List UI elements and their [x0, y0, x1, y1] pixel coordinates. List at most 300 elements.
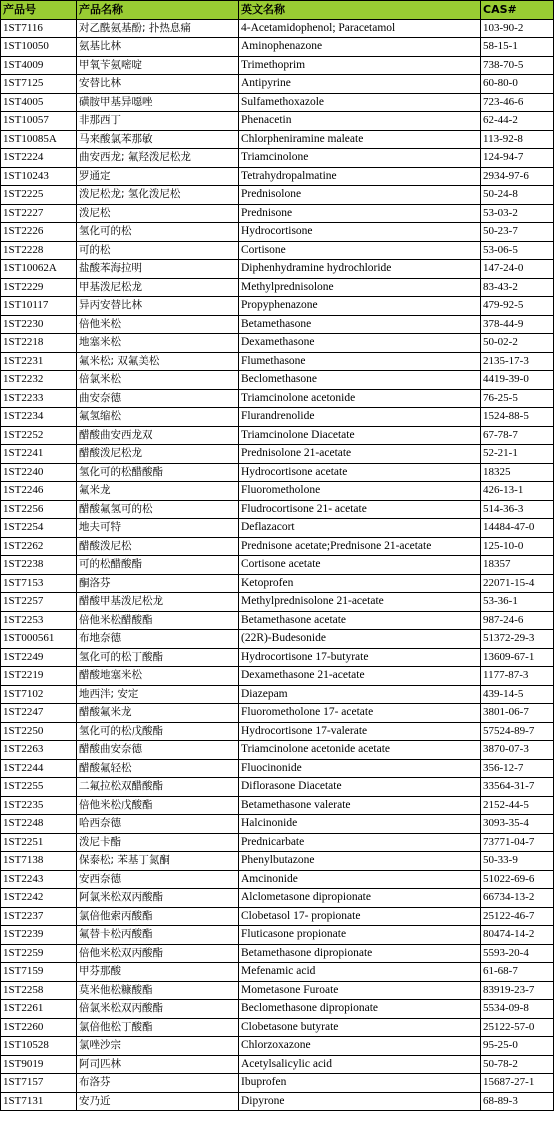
english-name-cell: Ibuprofen	[239, 1074, 481, 1093]
english-name-cell: Fluorometholone 17- acetate	[239, 704, 481, 723]
english-name-cell: Chlorpheniramine maleate	[239, 130, 481, 149]
product-code-cell: 1ST7153	[1, 574, 77, 593]
english-name-cell: Ketoprofen	[239, 574, 481, 593]
english-name-cell: Cortisone	[239, 241, 481, 260]
product-code-cell: 1ST10085A	[1, 130, 77, 149]
cas-number-cell: 51022-69-6	[481, 870, 554, 889]
table-body	[1, 19, 554, 1111]
table-row	[1, 963, 554, 982]
cas-number-cell: 61-68-7	[481, 963, 554, 982]
table-row	[1, 130, 554, 149]
cas-number-cell: 356-12-7	[481, 759, 554, 778]
chinese-name-cell: 阿氯米松双丙酸酯	[77, 889, 239, 908]
cas-number-cell: 53-36-1	[481, 593, 554, 612]
product-code-cell: 1ST2241	[1, 445, 77, 464]
english-name-cell: Tetrahydropalmatine	[239, 167, 481, 186]
cas-number-cell: 2152-44-5	[481, 796, 554, 815]
chinese-name-cell: 曲安西龙; 氟羟泼尼松龙	[77, 149, 239, 168]
chinese-name-cell: 泼尼卡酯	[77, 833, 239, 852]
chinese-name-cell: 氢化可的松	[77, 223, 239, 242]
english-name-cell: Trimethoprim	[239, 56, 481, 75]
table-row	[1, 741, 554, 760]
table-row	[1, 1055, 554, 1074]
product-code-cell: 1ST2262	[1, 537, 77, 556]
table-row	[1, 408, 554, 427]
chinese-name-cell: 莫米他松糠酸酯	[77, 981, 239, 1000]
cas-number-cell: 987-24-6	[481, 611, 554, 630]
table-row	[1, 93, 554, 112]
cas-number-cell: 426-13-1	[481, 482, 554, 501]
english-name-cell: Amcinonide	[239, 870, 481, 889]
chinese-name-cell: 倍他米松	[77, 315, 239, 334]
chinese-name-cell: 阿司匹林	[77, 1055, 239, 1074]
chinese-name-cell: 氢化可的松戊酸酯	[77, 722, 239, 741]
product-code-cell: 1ST2247	[1, 704, 77, 723]
chinese-name-cell: 醋酸地塞米松	[77, 667, 239, 686]
table-row	[1, 297, 554, 316]
table-row	[1, 482, 554, 501]
cas-number-cell: 2135-17-3	[481, 352, 554, 371]
product-code-cell: 1ST10057	[1, 112, 77, 131]
product-code-cell: 1ST2246	[1, 482, 77, 501]
product-code-cell: 1ST2231	[1, 352, 77, 371]
english-name-cell: Prednicarbate	[239, 833, 481, 852]
english-name-cell: Acetylsalicylic acid	[239, 1055, 481, 1074]
product-code-cell: 1ST4005	[1, 93, 77, 112]
table-row	[1, 944, 554, 963]
cas-number-cell: 124-94-7	[481, 149, 554, 168]
english-name-cell: Fludrocortisone 21- acetate	[239, 500, 481, 519]
cas-number-cell: 50-78-2	[481, 1055, 554, 1074]
chinese-name-cell: 倍他米松醋酸酯	[77, 611, 239, 630]
chinese-name-cell: 罗通定	[77, 167, 239, 186]
product-code-cell: 1ST7159	[1, 963, 77, 982]
product-code-cell: 1ST2263	[1, 741, 77, 760]
english-name-cell: Diflorasone Diacetate	[239, 778, 481, 797]
cas-number-cell: 67-78-7	[481, 426, 554, 445]
chinese-name-cell: 异丙安替比林	[77, 297, 239, 316]
product-code-cell: 1ST2219	[1, 667, 77, 686]
product-code-cell: 1ST2254	[1, 519, 77, 538]
chinese-name-cell: 氟米松; 双氟美松	[77, 352, 239, 371]
english-name-cell: Hydrocortisone 17-valerate	[239, 722, 481, 741]
english-name-cell: Methylprednisolone	[239, 278, 481, 297]
english-name-cell: Triamcinolone	[239, 149, 481, 168]
cas-number-cell: 3801-06-7	[481, 704, 554, 723]
english-name-cell: Flurandrenolide	[239, 408, 481, 427]
product-code-cell: 1ST2234	[1, 408, 77, 427]
product-code-cell: 1ST2227	[1, 204, 77, 223]
english-name-cell: Mefenamic acid	[239, 963, 481, 982]
product-code-cell: 1ST2230	[1, 315, 77, 334]
english-name-cell: Phenacetin	[239, 112, 481, 131]
english-name-cell: Flumethasone	[239, 352, 481, 371]
english-name-cell: Prednisone acetate;Prednisone 21-acetate	[239, 537, 481, 556]
product-code-cell: 1ST9019	[1, 1055, 77, 1074]
table-row	[1, 648, 554, 667]
chinese-name-cell: 安乃近	[77, 1092, 239, 1111]
cas-number-cell: 60-80-0	[481, 75, 554, 94]
cas-number-cell: 62-44-2	[481, 112, 554, 131]
english-name-cell: Triamcinolone acetonide acetate	[239, 741, 481, 760]
product-code-cell: 1ST2260	[1, 1018, 77, 1037]
cas-number-cell: 57524-89-7	[481, 722, 554, 741]
english-name-cell: 4-Acetamidophenol; Paracetamol	[239, 19, 481, 38]
chinese-name-cell: 曲安奈德	[77, 389, 239, 408]
chinese-name-cell: 倍氯米松	[77, 371, 239, 390]
english-name-cell: Mometasone Furoate	[239, 981, 481, 1000]
chinese-name-cell: 氯唑沙宗	[77, 1037, 239, 1056]
table-row	[1, 630, 554, 649]
product-code-cell: 1ST2248	[1, 815, 77, 834]
product-code-cell: 1ST2239	[1, 926, 77, 945]
cas-number-cell: 1177-87-3	[481, 667, 554, 686]
product-code-cell: 1ST2249	[1, 648, 77, 667]
chinese-name-cell: 可的松	[77, 241, 239, 260]
cas-number-cell: 2934-97-6	[481, 167, 554, 186]
table-row	[1, 149, 554, 168]
english-name-cell: Halcinonide	[239, 815, 481, 834]
header-code: 产品号	[1, 1, 77, 20]
table-row	[1, 852, 554, 871]
chinese-name-cell: 醋酸甲基泼尼松龙	[77, 593, 239, 612]
chinese-name-cell: 倍他米松双丙酸酯	[77, 944, 239, 963]
header-cn-name: 产品名称	[77, 1, 239, 20]
table-row	[1, 1000, 554, 1019]
chinese-name-cell: 布洛芬	[77, 1074, 239, 1093]
cas-number-cell: 73771-04-7	[481, 833, 554, 852]
product-code-cell: 1ST2253	[1, 611, 77, 630]
table-row	[1, 334, 554, 353]
product-code-cell: 1ST2240	[1, 463, 77, 482]
table-row	[1, 38, 554, 57]
table-row	[1, 260, 554, 279]
chinese-name-cell: 甲基泼尼松龙	[77, 278, 239, 297]
table-row	[1, 1092, 554, 1111]
cas-number-cell: 83-43-2	[481, 278, 554, 297]
table-row	[1, 167, 554, 186]
cas-number-cell: 103-90-2	[481, 19, 554, 38]
chinese-name-cell: 地夫可特	[77, 519, 239, 538]
english-name-cell: Dexamethasone	[239, 334, 481, 353]
table-row	[1, 1018, 554, 1037]
cas-number-cell: 52-21-1	[481, 445, 554, 464]
chinese-name-cell: 哈西奈德	[77, 815, 239, 834]
cas-number-cell: 18325	[481, 463, 554, 482]
english-name-cell: Diazepam	[239, 685, 481, 704]
table-row	[1, 500, 554, 519]
chinese-name-cell: 氨基比林	[77, 38, 239, 57]
product-code-cell: 1ST2252	[1, 426, 77, 445]
cas-number-cell: 5593-20-4	[481, 944, 554, 963]
chinese-name-cell: 马来酸氯苯那敏	[77, 130, 239, 149]
chinese-name-cell: 地西泮; 安定	[77, 685, 239, 704]
cas-number-cell: 5534-09-8	[481, 1000, 554, 1019]
product-code-cell: 1ST4009	[1, 56, 77, 75]
cas-number-cell: 76-25-5	[481, 389, 554, 408]
english-name-cell: Methylprednisolone 21-acetate	[239, 593, 481, 612]
table-row	[1, 796, 554, 815]
chinese-name-cell: 甲芬那酸	[77, 963, 239, 982]
product-code-cell: 1ST7157	[1, 1074, 77, 1093]
product-code-cell: 1ST7131	[1, 1092, 77, 1111]
table-row	[1, 907, 554, 926]
chinese-name-cell: 安替比林	[77, 75, 239, 94]
product-code-cell: 1ST2251	[1, 833, 77, 852]
product-code-cell: 1ST2255	[1, 778, 77, 797]
table-row	[1, 19, 554, 38]
english-name-cell: Antipyrine	[239, 75, 481, 94]
cas-number-cell: 3870-07-3	[481, 741, 554, 760]
header-en-name: 英文名称	[239, 1, 481, 20]
cas-number-cell: 33564-31-7	[481, 778, 554, 797]
english-name-cell: Triamcinolone acetonide	[239, 389, 481, 408]
product-code-cell: 1ST2256	[1, 500, 77, 519]
chinese-name-cell: 醋酸曲安西龙双	[77, 426, 239, 445]
cas-number-cell: 18357	[481, 556, 554, 575]
chinese-name-cell: 倍氯米松双丙酸酯	[77, 1000, 239, 1019]
english-name-cell: Deflazacort	[239, 519, 481, 538]
product-code-cell: 1ST2259	[1, 944, 77, 963]
cas-number-cell: 1524-88-5	[481, 408, 554, 427]
table-row	[1, 389, 554, 408]
cas-number-cell: 68-89-3	[481, 1092, 554, 1111]
product-code-cell: 1ST2261	[1, 1000, 77, 1019]
english-name-cell: (22R)-Budesonide	[239, 630, 481, 649]
table-row	[1, 278, 554, 297]
chinese-name-cell: 氢化可的松丁酸酯	[77, 648, 239, 667]
english-name-cell: Chlorzoxazone	[239, 1037, 481, 1056]
table-row	[1, 445, 554, 464]
chinese-name-cell: 氟米龙	[77, 482, 239, 501]
table-row	[1, 315, 554, 334]
english-name-cell: Hydrocortisone 17-butyrate	[239, 648, 481, 667]
english-name-cell: Betamethasone valerate	[239, 796, 481, 815]
english-name-cell: Dipyrone	[239, 1092, 481, 1111]
table-row	[1, 815, 554, 834]
english-name-cell: Cortisone acetate	[239, 556, 481, 575]
english-name-cell: Phenylbutazone	[239, 852, 481, 871]
cas-number-cell: 514-36-3	[481, 500, 554, 519]
english-name-cell: Sulfamethoxazole	[239, 93, 481, 112]
english-name-cell: Triamcinolone Diacetate	[239, 426, 481, 445]
chinese-name-cell: 醋酸氟米龙	[77, 704, 239, 723]
product-code-cell: 1ST10117	[1, 297, 77, 316]
english-name-cell: Fluorometholone	[239, 482, 481, 501]
product-code-cell: 1ST2226	[1, 223, 77, 242]
table-row	[1, 778, 554, 797]
table-row	[1, 352, 554, 371]
cas-number-cell: 50-33-9	[481, 852, 554, 871]
cas-number-cell: 14484-47-0	[481, 519, 554, 538]
product-code-cell: 1ST2242	[1, 889, 77, 908]
chinese-name-cell: 可的松醋酸酯	[77, 556, 239, 575]
english-name-cell: Propyphenazone	[239, 297, 481, 316]
product-code-cell: 1ST2237	[1, 907, 77, 926]
cas-number-cell: 25122-57-0	[481, 1018, 554, 1037]
english-name-cell: Diphenhydramine hydrochloride	[239, 260, 481, 279]
cas-number-cell: 22071-15-4	[481, 574, 554, 593]
table-row	[1, 241, 554, 260]
header-cas: CAS#	[481, 1, 554, 20]
table-row	[1, 112, 554, 131]
chinese-name-cell: 氟替卡松丙酸酯	[77, 926, 239, 945]
product-code-cell: 1ST10528	[1, 1037, 77, 1056]
product-code-cell: 1ST2235	[1, 796, 77, 815]
cas-number-cell: 80474-14-2	[481, 926, 554, 945]
chinese-name-cell: 泼尼松龙; 氢化泼尼松	[77, 186, 239, 205]
product-code-cell: 1ST2225	[1, 186, 77, 205]
product-code-cell: 1ST10243	[1, 167, 77, 186]
english-name-cell: Betamethasone acetate	[239, 611, 481, 630]
chinese-name-cell: 甲氧苄氨嘧啶	[77, 56, 239, 75]
table-row	[1, 667, 554, 686]
table-row	[1, 833, 554, 852]
table-row	[1, 926, 554, 945]
english-name-cell: Fluocinonide	[239, 759, 481, 778]
cas-number-cell: 50-02-2	[481, 334, 554, 353]
english-name-cell: Aminophenazone	[239, 38, 481, 57]
table-row	[1, 186, 554, 205]
cas-number-cell: 50-23-7	[481, 223, 554, 242]
product-code-cell: 1ST2258	[1, 981, 77, 1000]
header-row	[1, 1, 554, 20]
table-row	[1, 519, 554, 538]
table-row	[1, 593, 554, 612]
table-row	[1, 611, 554, 630]
cas-number-cell: 723-46-6	[481, 93, 554, 112]
cas-number-cell: 83919-23-7	[481, 981, 554, 1000]
table-row	[1, 1037, 554, 1056]
table-row	[1, 426, 554, 445]
cas-number-cell: 51372-29-3	[481, 630, 554, 649]
product-code-cell: 1ST2244	[1, 759, 77, 778]
table-row	[1, 685, 554, 704]
product-code-cell: 1ST2228	[1, 241, 77, 260]
product-code-cell: 1ST7102	[1, 685, 77, 704]
cas-number-cell: 50-24-8	[481, 186, 554, 205]
product-code-cell: 1ST2232	[1, 371, 77, 390]
chinese-name-cell: 醋酸氟轻松	[77, 759, 239, 778]
english-name-cell: Prednisolone	[239, 186, 481, 205]
chinese-name-cell: 氯倍他松丁酸酯	[77, 1018, 239, 1037]
chinese-name-cell: 盐酸苯海拉明	[77, 260, 239, 279]
chinese-name-cell: 保泰松; 苯基丁氮酮	[77, 852, 239, 871]
cas-number-cell: 378-44-9	[481, 315, 554, 334]
table-row	[1, 204, 554, 223]
cas-number-cell: 479-92-5	[481, 297, 554, 316]
english-name-cell: Prednisone	[239, 204, 481, 223]
table-row	[1, 574, 554, 593]
english-name-cell: Prednisolone 21-acetate	[239, 445, 481, 464]
chinese-name-cell: 酮洛芬	[77, 574, 239, 593]
table-row	[1, 889, 554, 908]
table-row	[1, 1074, 554, 1093]
english-name-cell: Dexamethasone 21-acetate	[239, 667, 481, 686]
table-row	[1, 759, 554, 778]
cas-number-cell: 439-14-5	[481, 685, 554, 704]
chinese-name-cell: 倍他米松戊酸酯	[77, 796, 239, 815]
product-code-cell: 1ST7138	[1, 852, 77, 871]
product-code-cell: 1ST7125	[1, 75, 77, 94]
chinese-name-cell: 对乙酰氨基酚; 扑热息痛	[77, 19, 239, 38]
table-row	[1, 722, 554, 741]
table-row	[1, 223, 554, 242]
table-row	[1, 56, 554, 75]
cas-number-cell: 4419-39-0	[481, 371, 554, 390]
cas-number-cell: 113-92-8	[481, 130, 554, 149]
product-code-cell: 1ST2233	[1, 389, 77, 408]
cas-number-cell: 25122-46-7	[481, 907, 554, 926]
chinese-name-cell: 氢化可的松醋酸酯	[77, 463, 239, 482]
product-code-cell: 1ST10062A	[1, 260, 77, 279]
product-code-cell: 1ST2243	[1, 870, 77, 889]
table-row	[1, 537, 554, 556]
product-code-cell: 1ST2224	[1, 149, 77, 168]
chinese-name-cell: 泼尼松	[77, 204, 239, 223]
chinese-name-cell: 醋酸曲安奈德	[77, 741, 239, 760]
product-code-cell: 1ST10050	[1, 38, 77, 57]
chinese-name-cell: 布地奈德	[77, 630, 239, 649]
chinese-name-cell: 醋酸氟氢可的松	[77, 500, 239, 519]
chinese-name-cell: 氟氢缩松	[77, 408, 239, 427]
product-code-cell: 1ST2238	[1, 556, 77, 575]
english-name-cell: Clobetasol 17- propionate	[239, 907, 481, 926]
cas-number-cell: 3093-35-4	[481, 815, 554, 834]
english-name-cell: Betamethasone	[239, 315, 481, 334]
chinese-name-cell: 醋酸泼尼松龙	[77, 445, 239, 464]
cas-number-cell: 125-10-0	[481, 537, 554, 556]
product-code-cell: 1ST2218	[1, 334, 77, 353]
english-name-cell: Betamethasone dipropionate	[239, 944, 481, 963]
product-code-cell: 1ST2229	[1, 278, 77, 297]
table-row	[1, 463, 554, 482]
english-name-cell: Hydrocortisone	[239, 223, 481, 242]
cas-number-cell: 66734-13-2	[481, 889, 554, 908]
chinese-name-cell: 地塞米松	[77, 334, 239, 353]
chinese-name-cell: 磺胺甲基异噁唑	[77, 93, 239, 112]
product-code-cell: 1ST7116	[1, 19, 77, 38]
chinese-name-cell: 氯倍他索丙酸酯	[77, 907, 239, 926]
english-name-cell: Clobetasone butyrate	[239, 1018, 481, 1037]
cas-number-cell: 53-03-2	[481, 204, 554, 223]
table-row	[1, 556, 554, 575]
english-name-cell: Hydrocortisone acetate	[239, 463, 481, 482]
english-name-cell: Beclomethasone dipropionate	[239, 1000, 481, 1019]
cas-number-cell: 738-70-5	[481, 56, 554, 75]
english-name-cell: Fluticasone propionate	[239, 926, 481, 945]
cas-number-cell: 147-24-0	[481, 260, 554, 279]
cas-number-cell: 95-25-0	[481, 1037, 554, 1056]
product-code-cell: 1ST000561	[1, 630, 77, 649]
chinese-name-cell: 醋酸泼尼松	[77, 537, 239, 556]
product-code-cell: 1ST2257	[1, 593, 77, 612]
chinese-name-cell: 二氟拉松双醋酸酯	[77, 778, 239, 797]
english-name-cell: Alclometasone dipropionate	[239, 889, 481, 908]
table-row	[1, 371, 554, 390]
cas-number-cell: 15687-27-1	[481, 1074, 554, 1093]
cas-number-cell: 13609-67-1	[481, 648, 554, 667]
chinese-name-cell: 非那西丁	[77, 112, 239, 131]
table-row	[1, 981, 554, 1000]
table-row	[1, 75, 554, 94]
table-row	[1, 704, 554, 723]
table-row	[1, 870, 554, 889]
product-code-cell: 1ST2250	[1, 722, 77, 741]
chinese-name-cell: 安西奈德	[77, 870, 239, 889]
english-name-cell: Beclomethasone	[239, 371, 481, 390]
cas-number-cell: 58-15-1	[481, 38, 554, 57]
